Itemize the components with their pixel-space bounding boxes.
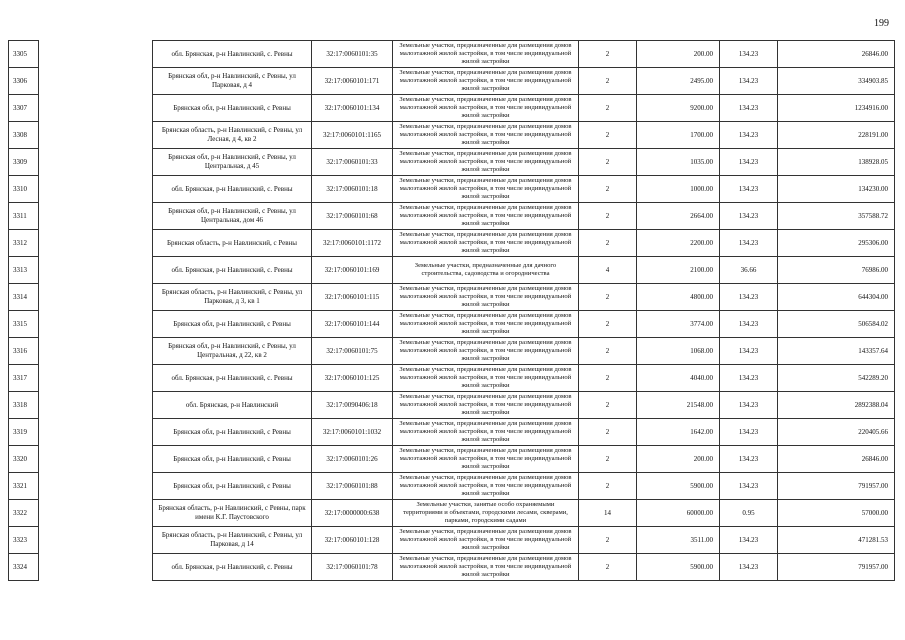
cadastral-value-cell: 220405.66	[778, 419, 895, 446]
area-cell: 3774.00	[637, 311, 720, 338]
address-cell: Брянская область, р-н Навлинский, с Ревны, парк имени К.Г. Паустовского	[153, 500, 312, 527]
land-use-cell: Земельные участки, предназначенные для размещения домов малоэтажной жилой застройки, в том числе индивидуальной жилой застройки	[393, 284, 579, 311]
land-use-cell: Земельные участки, предназначенные для размещения домов малоэтажной жилой застройки, в том числе индивидуальной жилой застройки	[393, 95, 579, 122]
group-cell: 2	[579, 446, 637, 473]
specific-value-cell: 134.23	[720, 95, 778, 122]
record-number-cell: 3324	[9, 554, 39, 581]
cadastral-number-cell: 32:17:0060101:33	[312, 149, 393, 176]
address-cell: Брянская обл, р-н Навлинский, с Ревны, ул Центральная, д 45	[153, 149, 312, 176]
address-cell: Брянская обл, р-н Навлинский, с Ревны, ул Центральная, дом 46	[153, 203, 312, 230]
spacer-cell	[39, 311, 153, 338]
table-row	[9, 311, 895, 338]
specific-value-cell: 36.66	[720, 257, 778, 284]
group-cell: 2	[579, 230, 637, 257]
record-number-cell: 3308	[9, 122, 39, 149]
group-cell: 2	[579, 365, 637, 392]
group-cell: 2	[579, 149, 637, 176]
cadastral-value-cell: 791957.00	[778, 554, 895, 581]
group-cell: 2	[579, 554, 637, 581]
record-number-cell: 3306	[9, 68, 39, 95]
area-cell: 21548.00	[637, 392, 720, 419]
cadastral-number-cell: 32:17:0060101:125	[312, 365, 393, 392]
group-cell: 2	[579, 122, 637, 149]
record-number-cell: 3315	[9, 311, 39, 338]
table-row	[9, 257, 895, 284]
spacer-cell	[39, 149, 153, 176]
specific-value-cell: 134.23	[720, 554, 778, 581]
area-cell: 2100.00	[637, 257, 720, 284]
area-cell: 200.00	[637, 446, 720, 473]
group-cell: 2	[579, 527, 637, 554]
area-cell: 1642.00	[637, 419, 720, 446]
specific-value-cell: 134.23	[720, 365, 778, 392]
area-cell: 1068.00	[637, 338, 720, 365]
group-cell: 2	[579, 419, 637, 446]
cadastral-number-cell: 32:17:0060101:115	[312, 284, 393, 311]
cadastral-value-cell: 228191.00	[778, 122, 895, 149]
specific-value-cell: 134.23	[720, 473, 778, 500]
spacer-cell	[39, 176, 153, 203]
cadastral-value-cell: 471281.53	[778, 527, 895, 554]
table-row	[9, 68, 895, 95]
land-use-cell: Земельные участки, предназначенные для размещения домов малоэтажной жилой застройки, в том числе индивидуальной жилой застройки	[393, 392, 579, 419]
cadastral-number-cell: 32:17:0060101:171	[312, 68, 393, 95]
land-use-cell: Земельные участки, предназначенные для дачного строительства, садоводства и огородничества	[393, 257, 579, 284]
cadastral-number-cell: 32:17:0060101:144	[312, 311, 393, 338]
land-use-cell: Земельные участки, предназначенные для размещения домов малоэтажной жилой застройки, в том числе индивидуальной жилой застройки	[393, 149, 579, 176]
spacer-cell	[39, 446, 153, 473]
spacer-cell	[39, 41, 153, 68]
cadastral-number-cell: 32:17:0090406:18	[312, 392, 393, 419]
cadastral-value-cell: 26846.00	[778, 41, 895, 68]
land-use-cell: Земельные участки, предназначенные для размещения домов малоэтажной жилой застройки, в том числе индивидуальной жилой застройки	[393, 122, 579, 149]
group-cell: 4	[579, 257, 637, 284]
land-use-cell: Земельные участки, предназначенные для размещения домов малоэтажной жилой застройки, в том числе индивидуальной жилой застройки	[393, 527, 579, 554]
record-number-cell: 3309	[9, 149, 39, 176]
cadastral-value-cell: 542289.20	[778, 365, 895, 392]
table-row	[9, 473, 895, 500]
table-row	[9, 446, 895, 473]
group-cell: 2	[579, 392, 637, 419]
group-cell: 2	[579, 176, 637, 203]
cadastral-number-cell: 32:17:0060101:75	[312, 338, 393, 365]
land-use-cell: Земельные участки, предназначенные для размещения домов малоэтажной жилой застройки, в том числе индивидуальной жилой застройки	[393, 176, 579, 203]
address-cell: Брянская область, р-н Навлинский, с Ревны, ул Лесная, д 4, кв 2	[153, 122, 312, 149]
cadastral-number-cell: 32:17:0060101:1165	[312, 122, 393, 149]
cadastral-number-cell: 32:17:0060101:26	[312, 446, 393, 473]
specific-value-cell: 134.23	[720, 41, 778, 68]
spacer-cell	[39, 365, 153, 392]
table-row	[9, 338, 895, 365]
area-cell: 1035.00	[637, 149, 720, 176]
specific-value-cell: 134.23	[720, 527, 778, 554]
address-cell: Брянская обл, р-н Навлинский, с Ревны	[153, 446, 312, 473]
cadastral-number-cell: 32:17:0060101:35	[312, 41, 393, 68]
address-cell: обл. Брянская, р-н Навлинский	[153, 392, 312, 419]
table-row	[9, 176, 895, 203]
address-cell: обл. Брянская, р-н Навлинский, с. Ревны	[153, 176, 312, 203]
table-row	[9, 230, 895, 257]
address-cell: Брянская область, р-н Навлинский, с Ревны	[153, 230, 312, 257]
area-cell: 2200.00	[637, 230, 720, 257]
table-row	[9, 149, 895, 176]
specific-value-cell: 134.23	[720, 284, 778, 311]
land-use-cell: Земельные участки, предназначенные для размещения домов малоэтажной жилой застройки, в том числе индивидуальной жилой застройки	[393, 365, 579, 392]
cadastral-number-cell: 32:17:0060101:18	[312, 176, 393, 203]
address-cell: Брянская обл, р-н Навлинский, с Ревны	[153, 473, 312, 500]
spacer-cell	[39, 68, 153, 95]
land-use-cell: Земельные участки, предназначенные для размещения домов малоэтажной жилой застройки, в том числе индивидуальной жилой застройки	[393, 446, 579, 473]
table-row	[9, 203, 895, 230]
record-number-cell: 3318	[9, 392, 39, 419]
address-cell: обл. Брянская, р-н Навлинский, с. Ревны	[153, 41, 312, 68]
land-use-cell: Земельные участки, предназначенные для размещения домов малоэтажной жилой застройки, в том числе индивидуальной жилой застройки	[393, 473, 579, 500]
cadastral-value-cell: 2892388.04	[778, 392, 895, 419]
record-number-cell: 3307	[9, 95, 39, 122]
cadastral-value-cell: 357588.72	[778, 203, 895, 230]
spacer-cell	[39, 500, 153, 527]
table-row	[9, 527, 895, 554]
cadastral-value-cell: 791957.00	[778, 473, 895, 500]
spacer-cell	[39, 338, 153, 365]
record-number-cell: 3314	[9, 284, 39, 311]
table-row	[9, 284, 895, 311]
specific-value-cell: 134.23	[720, 149, 778, 176]
record-number-cell: 3320	[9, 446, 39, 473]
address-cell: Брянская обл, р-н Навлинский, с Ревны, ул Центральная, д 22, кв 2	[153, 338, 312, 365]
table-row	[9, 122, 895, 149]
area-cell: 2664.00	[637, 203, 720, 230]
table-row	[9, 392, 895, 419]
group-cell: 14	[579, 500, 637, 527]
record-number-cell: 3323	[9, 527, 39, 554]
specific-value-cell: 134.23	[720, 68, 778, 95]
cadastral-value-cell: 1234916.00	[778, 95, 895, 122]
address-cell: Брянская обл, р-н Навлинский, с Ревны	[153, 95, 312, 122]
area-cell: 200.00	[637, 41, 720, 68]
record-number-cell: 3319	[9, 419, 39, 446]
table-row	[9, 41, 895, 68]
land-use-cell: Земельные участки, предназначенные для размещения домов малоэтажной жилой застройки, в том числе индивидуальной жилой застройки	[393, 230, 579, 257]
land-use-cell: Земельные участки, предназначенные для размещения домов малоэтажной жилой застройки, в том числе индивидуальной жилой застройки	[393, 554, 579, 581]
cadastral-number-cell: 32:17:0060101:1172	[312, 230, 393, 257]
spacer-cell	[39, 284, 153, 311]
cadastral-value-cell: 76986.00	[778, 257, 895, 284]
spacer-cell	[39, 95, 153, 122]
spacer-cell	[39, 419, 153, 446]
address-cell: Брянская обл, р-н Навлинский, с Ревны	[153, 311, 312, 338]
specific-value-cell: 134.23	[720, 203, 778, 230]
address-cell: обл. Брянская, р-н Навлинский, с. Ревны	[153, 554, 312, 581]
group-cell: 2	[579, 68, 637, 95]
registry-body	[9, 41, 895, 581]
table-row	[9, 365, 895, 392]
spacer-cell	[39, 473, 153, 500]
spacer-cell	[39, 203, 153, 230]
group-cell: 2	[579, 473, 637, 500]
cadastral-number-cell: 32:17:0060101:1032	[312, 419, 393, 446]
spacer-cell	[39, 554, 153, 581]
cadastral-value-cell: 57000.00	[778, 500, 895, 527]
cadastral-number-cell: 32:17:0060101:134	[312, 95, 393, 122]
specific-value-cell: 134.23	[720, 311, 778, 338]
table-row	[9, 554, 895, 581]
land-use-cell: Земельные участки, предназначенные для размещения домов малоэтажной жилой застройки, в том числе индивидуальной жилой застройки	[393, 68, 579, 95]
area-cell: 4040.00	[637, 365, 720, 392]
spacer-cell	[39, 527, 153, 554]
land-use-cell: Земельные участки, занятые особо охраняемыми территориями и объектами, городскими лесами, скверами, парками, городскими садами	[393, 500, 579, 527]
table-row	[9, 419, 895, 446]
address-cell: обл. Брянская, р-н Навлинский, с. Ревны	[153, 365, 312, 392]
cadastral-number-cell: 32:17:0060101:169	[312, 257, 393, 284]
group-cell: 2	[579, 41, 637, 68]
land-use-cell: Земельные участки, предназначенные для размещения домов малоэтажной жилой застройки, в том числе индивидуальной жилой застройки	[393, 41, 579, 68]
table-row	[9, 500, 895, 527]
address-cell: Брянская область, р-н Навлинский, с Ревны, ул Парковая, д 3, кв 1	[153, 284, 312, 311]
page-number: 199	[874, 18, 889, 29]
cadastral-value-cell: 143357.64	[778, 338, 895, 365]
specific-value-cell: 0.95	[720, 500, 778, 527]
cadastral-value-cell: 138928.05	[778, 149, 895, 176]
record-number-cell: 3321	[9, 473, 39, 500]
group-cell: 2	[579, 203, 637, 230]
area-cell: 2495.00	[637, 68, 720, 95]
cadastral-number-cell: 32:17:0060101:68	[312, 203, 393, 230]
area-cell: 1700.00	[637, 122, 720, 149]
specific-value-cell: 134.23	[720, 176, 778, 203]
land-use-cell: Земельные участки, предназначенные для размещения домов малоэтажной жилой застройки, в том числе индивидуальной жилой застройки	[393, 419, 579, 446]
record-number-cell: 3310	[9, 176, 39, 203]
land-use-cell: Земельные участки, предназначенные для размещения домов малоэтажной жилой застройки, в том числе индивидуальной жилой застройки	[393, 338, 579, 365]
specific-value-cell: 134.23	[720, 392, 778, 419]
spacer-cell	[39, 230, 153, 257]
land-registry-table	[8, 40, 895, 581]
land-use-cell: Земельные участки, предназначенные для размещения домов малоэтажной жилой застройки, в том числе индивидуальной жилой застройки	[393, 311, 579, 338]
record-number-cell: 3316	[9, 338, 39, 365]
table-row	[9, 95, 895, 122]
spacer-cell	[39, 257, 153, 284]
group-cell: 2	[579, 284, 637, 311]
spacer-cell	[39, 122, 153, 149]
area-cell: 1000.00	[637, 176, 720, 203]
cadastral-value-cell: 295306.00	[778, 230, 895, 257]
record-number-cell: 3311	[9, 203, 39, 230]
cadastral-number-cell: 32:17:0060101:78	[312, 554, 393, 581]
area-cell: 4800.00	[637, 284, 720, 311]
spacer-cell	[39, 392, 153, 419]
record-number-cell: 3305	[9, 41, 39, 68]
group-cell: 2	[579, 311, 637, 338]
cadastral-value-cell: 26846.00	[778, 446, 895, 473]
specific-value-cell: 134.23	[720, 419, 778, 446]
land-use-cell: Земельные участки, предназначенные для размещения домов малоэтажной жилой застройки, в том числе индивидуальной жилой застройки	[393, 203, 579, 230]
specific-value-cell: 134.23	[720, 338, 778, 365]
area-cell: 5900.00	[637, 473, 720, 500]
cadastral-number-cell: 32:17:0060101:128	[312, 527, 393, 554]
area-cell: 60000.00	[637, 500, 720, 527]
specific-value-cell: 134.23	[720, 446, 778, 473]
record-number-cell: 3312	[9, 230, 39, 257]
group-cell: 2	[579, 338, 637, 365]
area-cell: 5900.00	[637, 554, 720, 581]
group-cell: 2	[579, 95, 637, 122]
cadastral-value-cell: 334903.85	[778, 68, 895, 95]
record-number-cell: 3322	[9, 500, 39, 527]
address-cell: Брянская обл, р-н Навлинский, с Ревны, ул Парковая, д 4	[153, 68, 312, 95]
cadastral-number-cell: 32:17:0060101:88	[312, 473, 393, 500]
record-number-cell: 3317	[9, 365, 39, 392]
area-cell: 3511.00	[637, 527, 720, 554]
address-cell: Брянская область, р-н Навлинский, с Ревны, ул Парковая, д 14	[153, 527, 312, 554]
record-number-cell: 3313	[9, 257, 39, 284]
area-cell: 9200.00	[637, 95, 720, 122]
address-cell: Брянская обл, р-н Навлинский, с Ревны	[153, 419, 312, 446]
cadastral-value-cell: 506584.02	[778, 311, 895, 338]
cadastral-value-cell: 644304.00	[778, 284, 895, 311]
address-cell: обл. Брянская, р-н Навлинский, с. Ревны	[153, 257, 312, 284]
specific-value-cell: 134.23	[720, 122, 778, 149]
cadastral-number-cell: 32:17:0000000:638	[312, 500, 393, 527]
specific-value-cell: 134.23	[720, 230, 778, 257]
cadastral-value-cell: 134230.00	[778, 176, 895, 203]
